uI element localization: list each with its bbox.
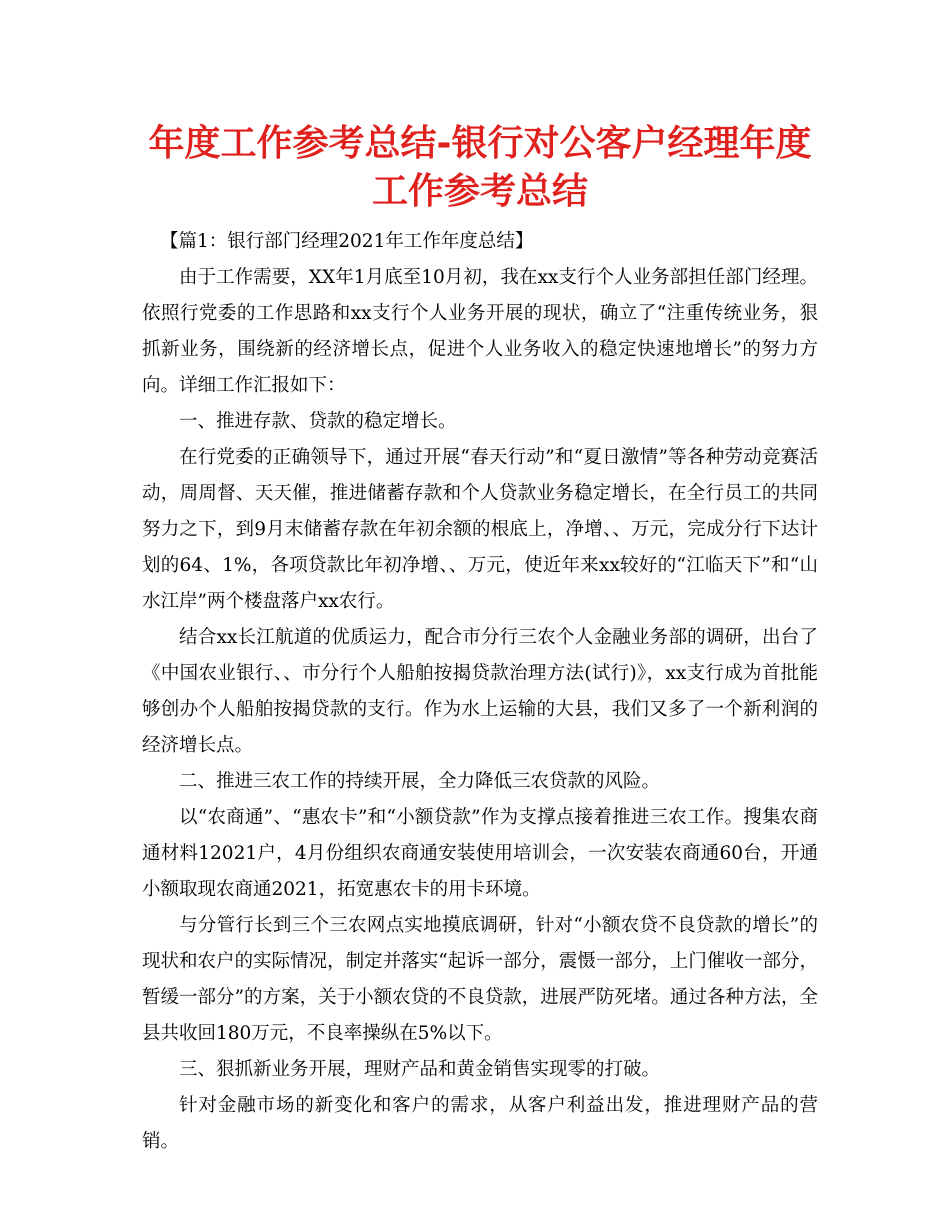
- paragraph-deposits: 在行党委的正确领导下，通过开展“春天行动”和“夏日激情”等各种劳动竞赛活动，周周督、天天催，推进储蓄存款和个人贷款业务稳定增长，在全行员工的共同努力之下，到9月末储蓄存款在年初余额的根底上，净增、、万元，完成分行下达计划的64、1%，各项贷款比年初净增、、万元，使近年来xx较好的“江临天下”和“山水江岸”两个楼盘落户xx农行。: [142, 447, 818, 612]
- paragraph-bad-loans: 与分管行长到三个三农网点实地摸底调研，针对“小额农贷不良贷款的增长”的现状和农户的实际情况，制定并落实“起诉一部分，震慑一部分，上门催收一部分，暂缓一部分”的方案，关于小额农贷的不良贷款，进展严防死堵。通过各种方法，全县共收回180万元，不良率操纵在5%以下。: [142, 915, 818, 1044]
- paragraph-wealth-products: 针对金融市场的新变化和客户的需求，从客户利益出发，推进理财产品的营销。: [142, 1095, 818, 1152]
- paragraph-ship-loans: 结合xx长江航道的优质运力，配合市分行三农个人金融业务部的调研，出台了《中国农业银行、、市分行个人船舶按揭贷款治理方法(试行)》，xx支行成为首批能够创办个人船舶按揭贷款的支行。作为水上运输的大县，我们又多了一个新利润的经济增长点。: [142, 627, 818, 756]
- section-heading-2: 二、推进三农工作的持续开展，全力降低三农贷款的风险。: [179, 771, 661, 792]
- part-label: 【篇1：银行部门经理2021年工作年度总结】: [160, 231, 534, 252]
- paragraph-agri-support: 以“农商通”、“惠农卡”和“小额贷款”作为支撑点接着推进三农工作。搜集农商通材料12021户，4月份组织农商通安装使用培训会，一次安装农商通60台，开通小额取现农商通2021，拓宽惠农卡的用卡环境。: [142, 807, 818, 900]
- document-title: 年度工作参考总结-银行对公客户经理年度工作参考总结: [148, 123, 812, 212]
- document-page: [142, 120, 818, 1160]
- section-heading-1: 一、推进存款、贷款的稳定增长。: [179, 411, 457, 432]
- section-heading-3: 三、狠抓新业务开展，理财产品和黄金销售实现零的打破。: [179, 1059, 661, 1080]
- paragraph-intro: 由于工作需要，XX年1月底至10月初，我在xx支行个人业务部担任部门经理。依照行党委的工作思路和xx支行个人业务开展的现状，确立了“注重传统业务，狠抓新业务，围绕新的经济增长点，促进个人业务收入的稳定快速地增长”的努力方向。详细工作汇报如下：: [142, 267, 818, 396]
